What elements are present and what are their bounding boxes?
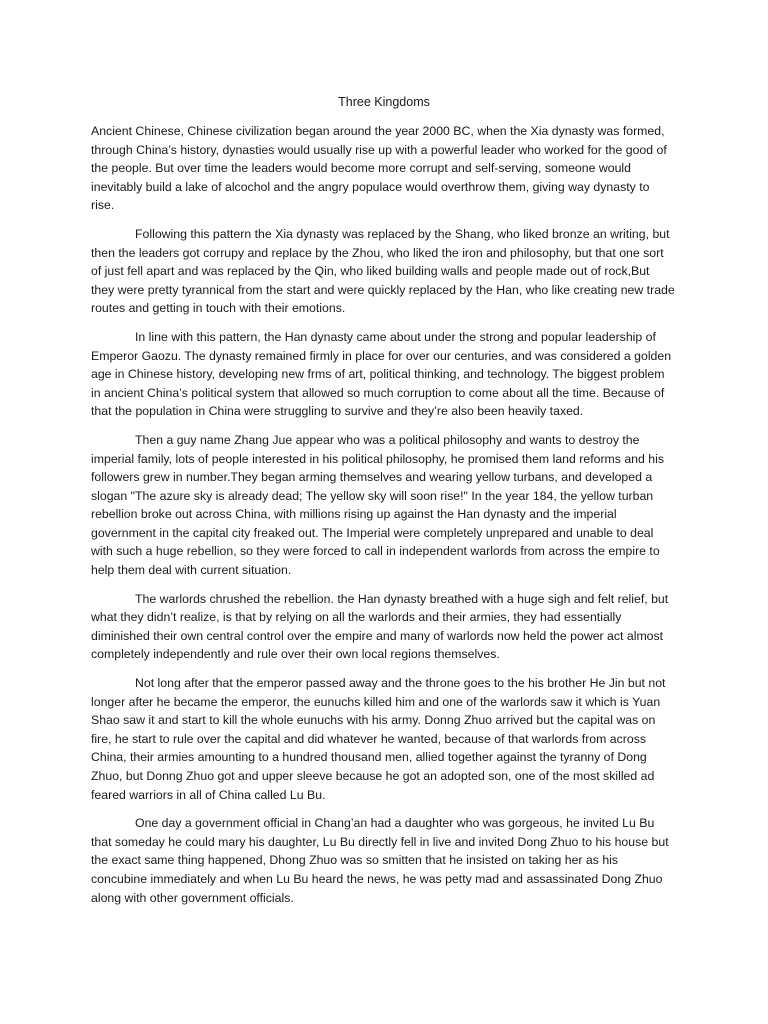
paragraph-3: In line with this pattern, the Han dynasty came about under the strong and popular leadership of Emperor Gaozu. The dynasty remained firmly in place for over our centuries, and was considered a golden age in Chinese history, developing new frms of art, political thinking, and technology. The biggest problem in ancient China’s political system that allowed so much corruption to come about all the time. Because of that the population in China were struggling to survive and they’re also been heavily taxed. — [91, 329, 672, 419]
paragraph-1: Ancient Chinese, Chinese civilization began around the year 2000 BC, when the Xia dynasty was formed, through China’s history, dynasties would usually rise up with a powerful leader who worked for the good of the people. But over time the leaders would become more corrupt and self-serving, someone would inevitably build a lake of alcochol and the angry populace would overthrow them, giving way dynasty to rise. — [91, 124, 667, 213]
document-body — [91, 122, 675, 917]
paragraph-7: One day a government official in Chang’an had a daughter who was gorgeous, he invited Lu Bu that someday he could mary his daughter, Lu Bu directly fell in live and invited Dong Zhuo to his house but the exact same thing happened, Dhong Zhuo was so smitten that he insisted on taking her as his concubine immediately and when Lu Bu heard the news, he was petty mad and assassinated Dong Zhuo along with other government officials. — [91, 816, 669, 905]
paragraph-4: Then a guy name Zhang Jue appear who was a political philosophy and wants to destroy the imperial family, lots of people interested in his political philosophy, he promised them land reforms and his followers grew in number.They began arming themselves and wearing yellow turbans, and developed a slogan "The azure sky is already dead; The yellow sky will soon rise!" In the year 184, the yellow turban rebellion broke out across China, with millions rising up against the Han dynasty and the imperial government in the capital city freaked out. The Imperial were completely unprepared and unable to deal with such a huge rebellion, so they were forced to call in independent warlords from across the empire to help them deal with current situation. — [91, 432, 664, 578]
paragraph-6: Not long after that the emperor passed away and the throne goes to the his brother He Jin but not longer after he became the emperor, the eunuchs killed him and one of the warlords saw it which is Yuan Shao saw it and start to kill the whole eunuchs with his army. Donng Zhuo arrived but the capital was on fire, he start to rule over the capital and did whatever he wanted, because of that warlords from across China, their armies amounting to a hundred thousand men, allied together against the tyranny of Dong Zhuo, but Donng Zhuo got and upper sleeve because he got an adopted son, one of the most skilled ad feared warriors in all of China called Lu Bu. — [91, 676, 666, 802]
paragraph-2: Following this pattern the Xia dynasty was replaced by the Shang, who liked bronze an writing, but then the leaders got corrupy and replace by the Zhou, who liked the iron and philosophy, but that one sort of just fell apart and was replaced by the Qin, who liked building walls and people made out of rock,But they were pretty tyrannical from the start and were quickly replaced by the Han, who like creating new trade routes and getting in touch with their emotions. — [91, 226, 675, 316]
document-title: Three Kingdoms — [338, 95, 430, 109]
paragraph-5: The warlords chrushed the rebellion. the Han dynasty breathed with a huge sigh and felt relief, but what they didn’t realize, is that by relying on all the warlords and their armies, they had essentially diminished their own central control over the empire and many of warlords now held the power act almost completely independently and rule over their own local regions themselves. — [91, 591, 669, 662]
